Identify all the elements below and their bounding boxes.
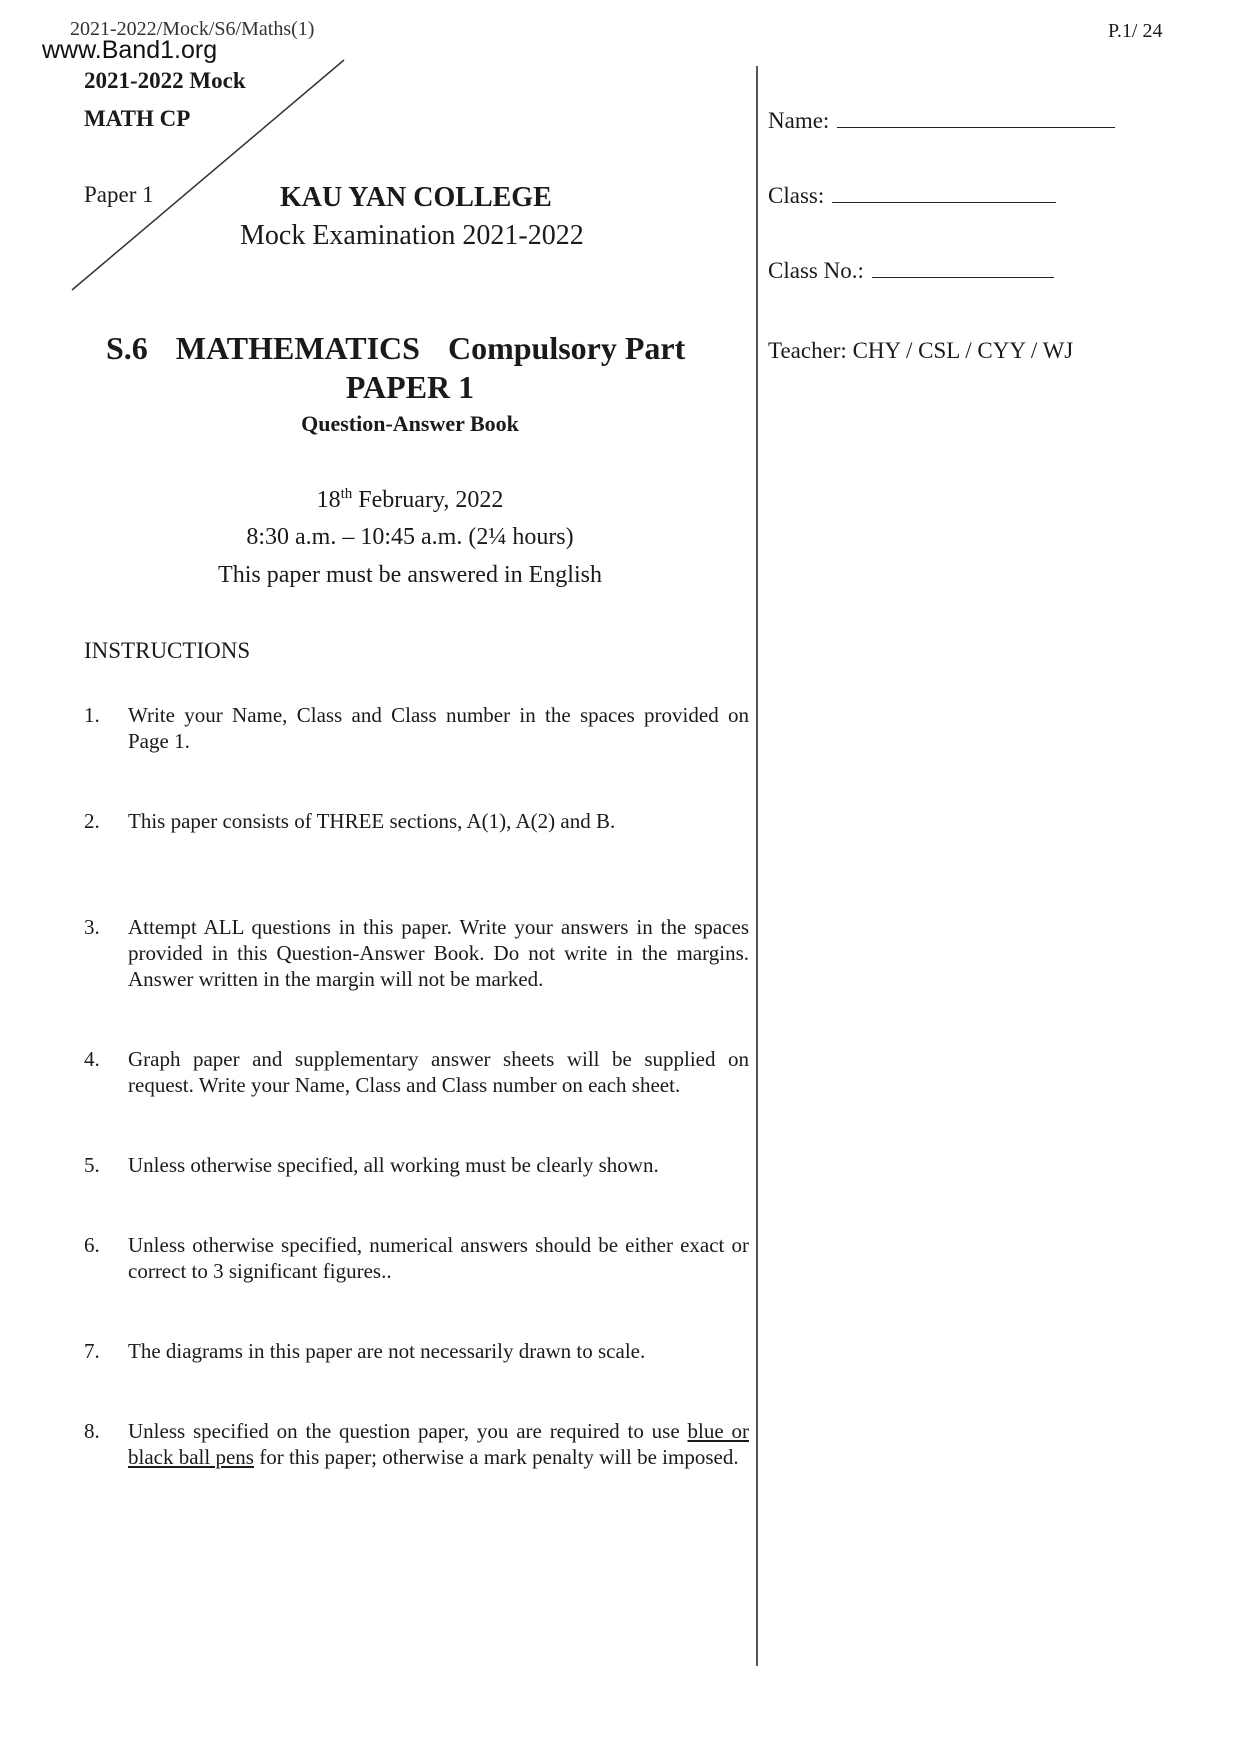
instruction-item: 6. Unless otherwise specified, numerical answers should be either exact or correct to 3 significant figures.. [84,1233,749,1283]
instruction-item: 1. Write your Name, Class and Class number in the spaces provided on Page 1. [84,703,749,753]
watermark: www.Band1.org [42,36,218,64]
margin-divider [756,66,758,1666]
paper-title: PAPER 1 [345,369,475,405]
level: S.6 [106,330,148,366]
name-blank[interactable] [837,109,1115,128]
exam-time: 8:30 a.m. – 10:45 a.m. (2¼ hours) [246,524,574,550]
page-number: P.1/ 24 [1108,20,1163,42]
subject-line [106,330,685,367]
name-field[interactable] [768,108,1115,134]
exam-date [180,486,640,514]
name-label: Name: [768,108,830,133]
class-no-blank[interactable] [872,259,1054,278]
class-blank[interactable] [832,184,1056,203]
date-day: 18 [316,487,341,513]
instruction-item: 2. This paper consists of THREE sections, A(1), A(2) and B. [84,809,616,833]
document-reference: 2021-2022/Mock/S6/Maths(1) [70,18,315,40]
instruction-item: 7. The diagrams in this paper are not necessarily drawn to scale. [84,1339,646,1363]
class-no-field[interactable] [768,258,1054,284]
teacher-options: Teacher: CHY / CSL / CYY / WJ [768,338,1074,363]
instructions-heading: INSTRUCTIONS [84,638,251,663]
instruction-item: 4. Graph paper and supplementary answer sheets will be supplied on request. Write your Name, Class and Class number on each sheet. [84,1047,749,1097]
instruction-item: 3. Attempt ALL questions in this paper. Write your answers in the spaces provided in this Question-Answer Book. Do not write in the margins. Answer written in the margin will not be marked. [84,915,749,991]
class-label: Class: [768,183,825,208]
date-suffix: th [340,486,353,502]
instruction-item: 8. Unless specified on the question paper, you are required to use blue or black ball pens for this paper; otherwise a mark penalty will be imposed. [84,1419,750,1469]
class-field[interactable] [768,183,1056,209]
mock-label: 2021-2022 Mock [84,68,246,93]
exam-title: Mock Examination 2021-2022 [240,220,584,251]
class-no-label: Class No.: [768,258,864,283]
book-title: Question-Answer Book [301,411,519,436]
subject: MATHEMATICS [175,330,420,366]
paper-label: Paper 1 [84,182,154,207]
compulsory-part: Compulsory Part [447,330,686,366]
date-rest: February, 2022 [352,487,504,513]
school-name: KAU YAN COLLEGE [280,182,552,213]
instruction-item: 5. Unless otherwise specified, all working must be clearly shown. [84,1153,659,1177]
pen-requirement: blue or black ball pens [128,1419,750,1469]
math-label: MATH CP [84,106,191,131]
language-note: This paper must be answered in English [218,562,602,588]
